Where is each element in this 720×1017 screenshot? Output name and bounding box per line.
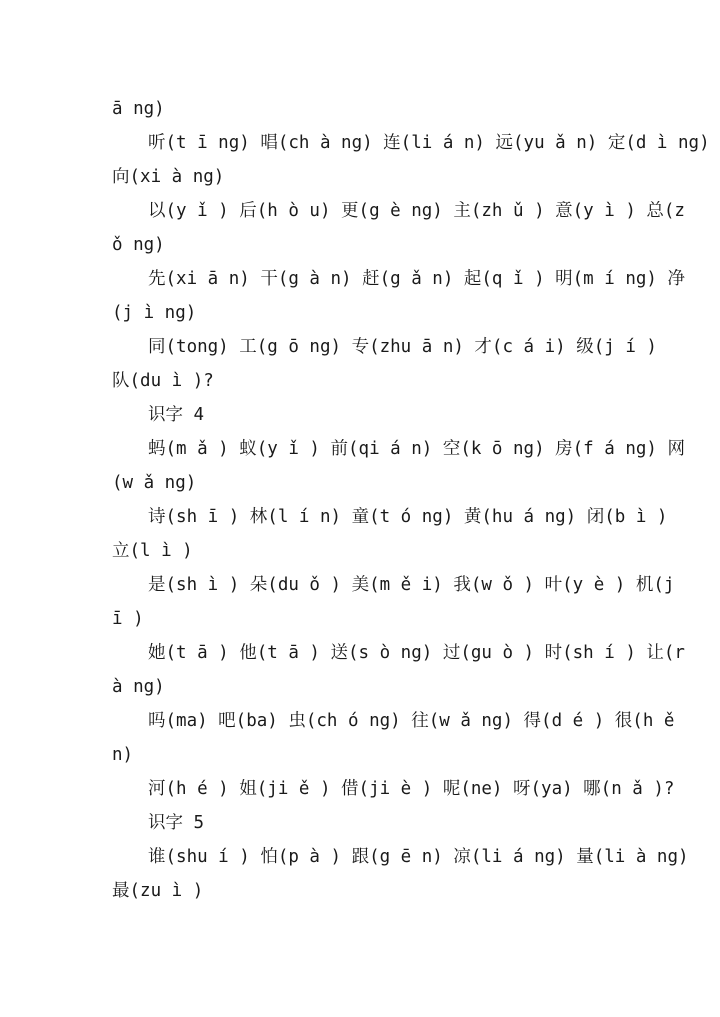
text-line: 识字 5 bbox=[148, 813, 205, 833]
text-line: 最(zu ì ) bbox=[112, 881, 204, 901]
text-line: 立(l ì ) bbox=[112, 541, 193, 561]
text-line: 队(du ì )? bbox=[112, 371, 214, 391]
text-line: 是(sh ì ) 朵(du ǒ ) 美(m ě i) 我(w ǒ ) 叶(y è ) 机(j bbox=[148, 575, 675, 595]
text-line: 吗(ma) 吧(ba) 虫(ch ó ng) 往(w ǎ ng) 得(d é ) 很(h ě bbox=[148, 711, 675, 731]
text-line: 以(y ǐ ) 后(h ò u) 更(g è ng) 主(zh ǔ ) 意(y ì ) 总(z bbox=[148, 201, 685, 221]
text-line: ī ) bbox=[112, 609, 144, 629]
text-line: 河(h é ) 姐(ji ě ) 借(ji è ) 呢(ne) 呀(ya) 哪(n ǎ )? bbox=[148, 779, 675, 799]
text-line: à ng) bbox=[112, 677, 165, 697]
text-line: 先(xi ā n) 干(g à n) 赶(g ǎ n) 起(q ǐ ) 明(m í ng) 净 bbox=[148, 269, 685, 289]
text-line: 同(tong) 工(g ō ng) 专(zhu ā n) 才(c á i) 级(j í ) bbox=[148, 337, 657, 357]
text-line: 向(xi à ng) bbox=[112, 167, 225, 187]
text-line: n) bbox=[112, 745, 134, 765]
text-line: (j ì ng) bbox=[112, 303, 197, 323]
text-line: 她(t ā ) 他(t ā ) 送(s ò ng) 过(gu ò ) 时(sh í ) 让(r bbox=[148, 643, 685, 663]
text-line: ǒ ng) bbox=[112, 235, 165, 255]
text-line: 诗(sh ī ) 林(l í n) 童(t ó ng) 黄(hu á ng) 闭(b ì ) bbox=[148, 507, 668, 527]
text-line: (w ǎ ng) bbox=[112, 473, 197, 493]
text-line: ā ng) bbox=[112, 99, 165, 119]
text-line: 谁(shu í ) 怕(p à ) 跟(g ē n) 凉(li á ng) 量(li à ng) bbox=[148, 847, 689, 867]
text-line: 蚂(m ǎ ) 蚁(y ǐ ) 前(qi á n) 空(k ō ng) 房(f á ng) 网 bbox=[148, 439, 685, 459]
text-line: 识字 4 bbox=[148, 405, 205, 425]
text-line: 听(t ī ng) 唱(ch à ng) 连(li á n) 远(yu ǎ n) 定(d ì ng) bbox=[148, 133, 710, 153]
document-body bbox=[112, 92, 710, 908]
